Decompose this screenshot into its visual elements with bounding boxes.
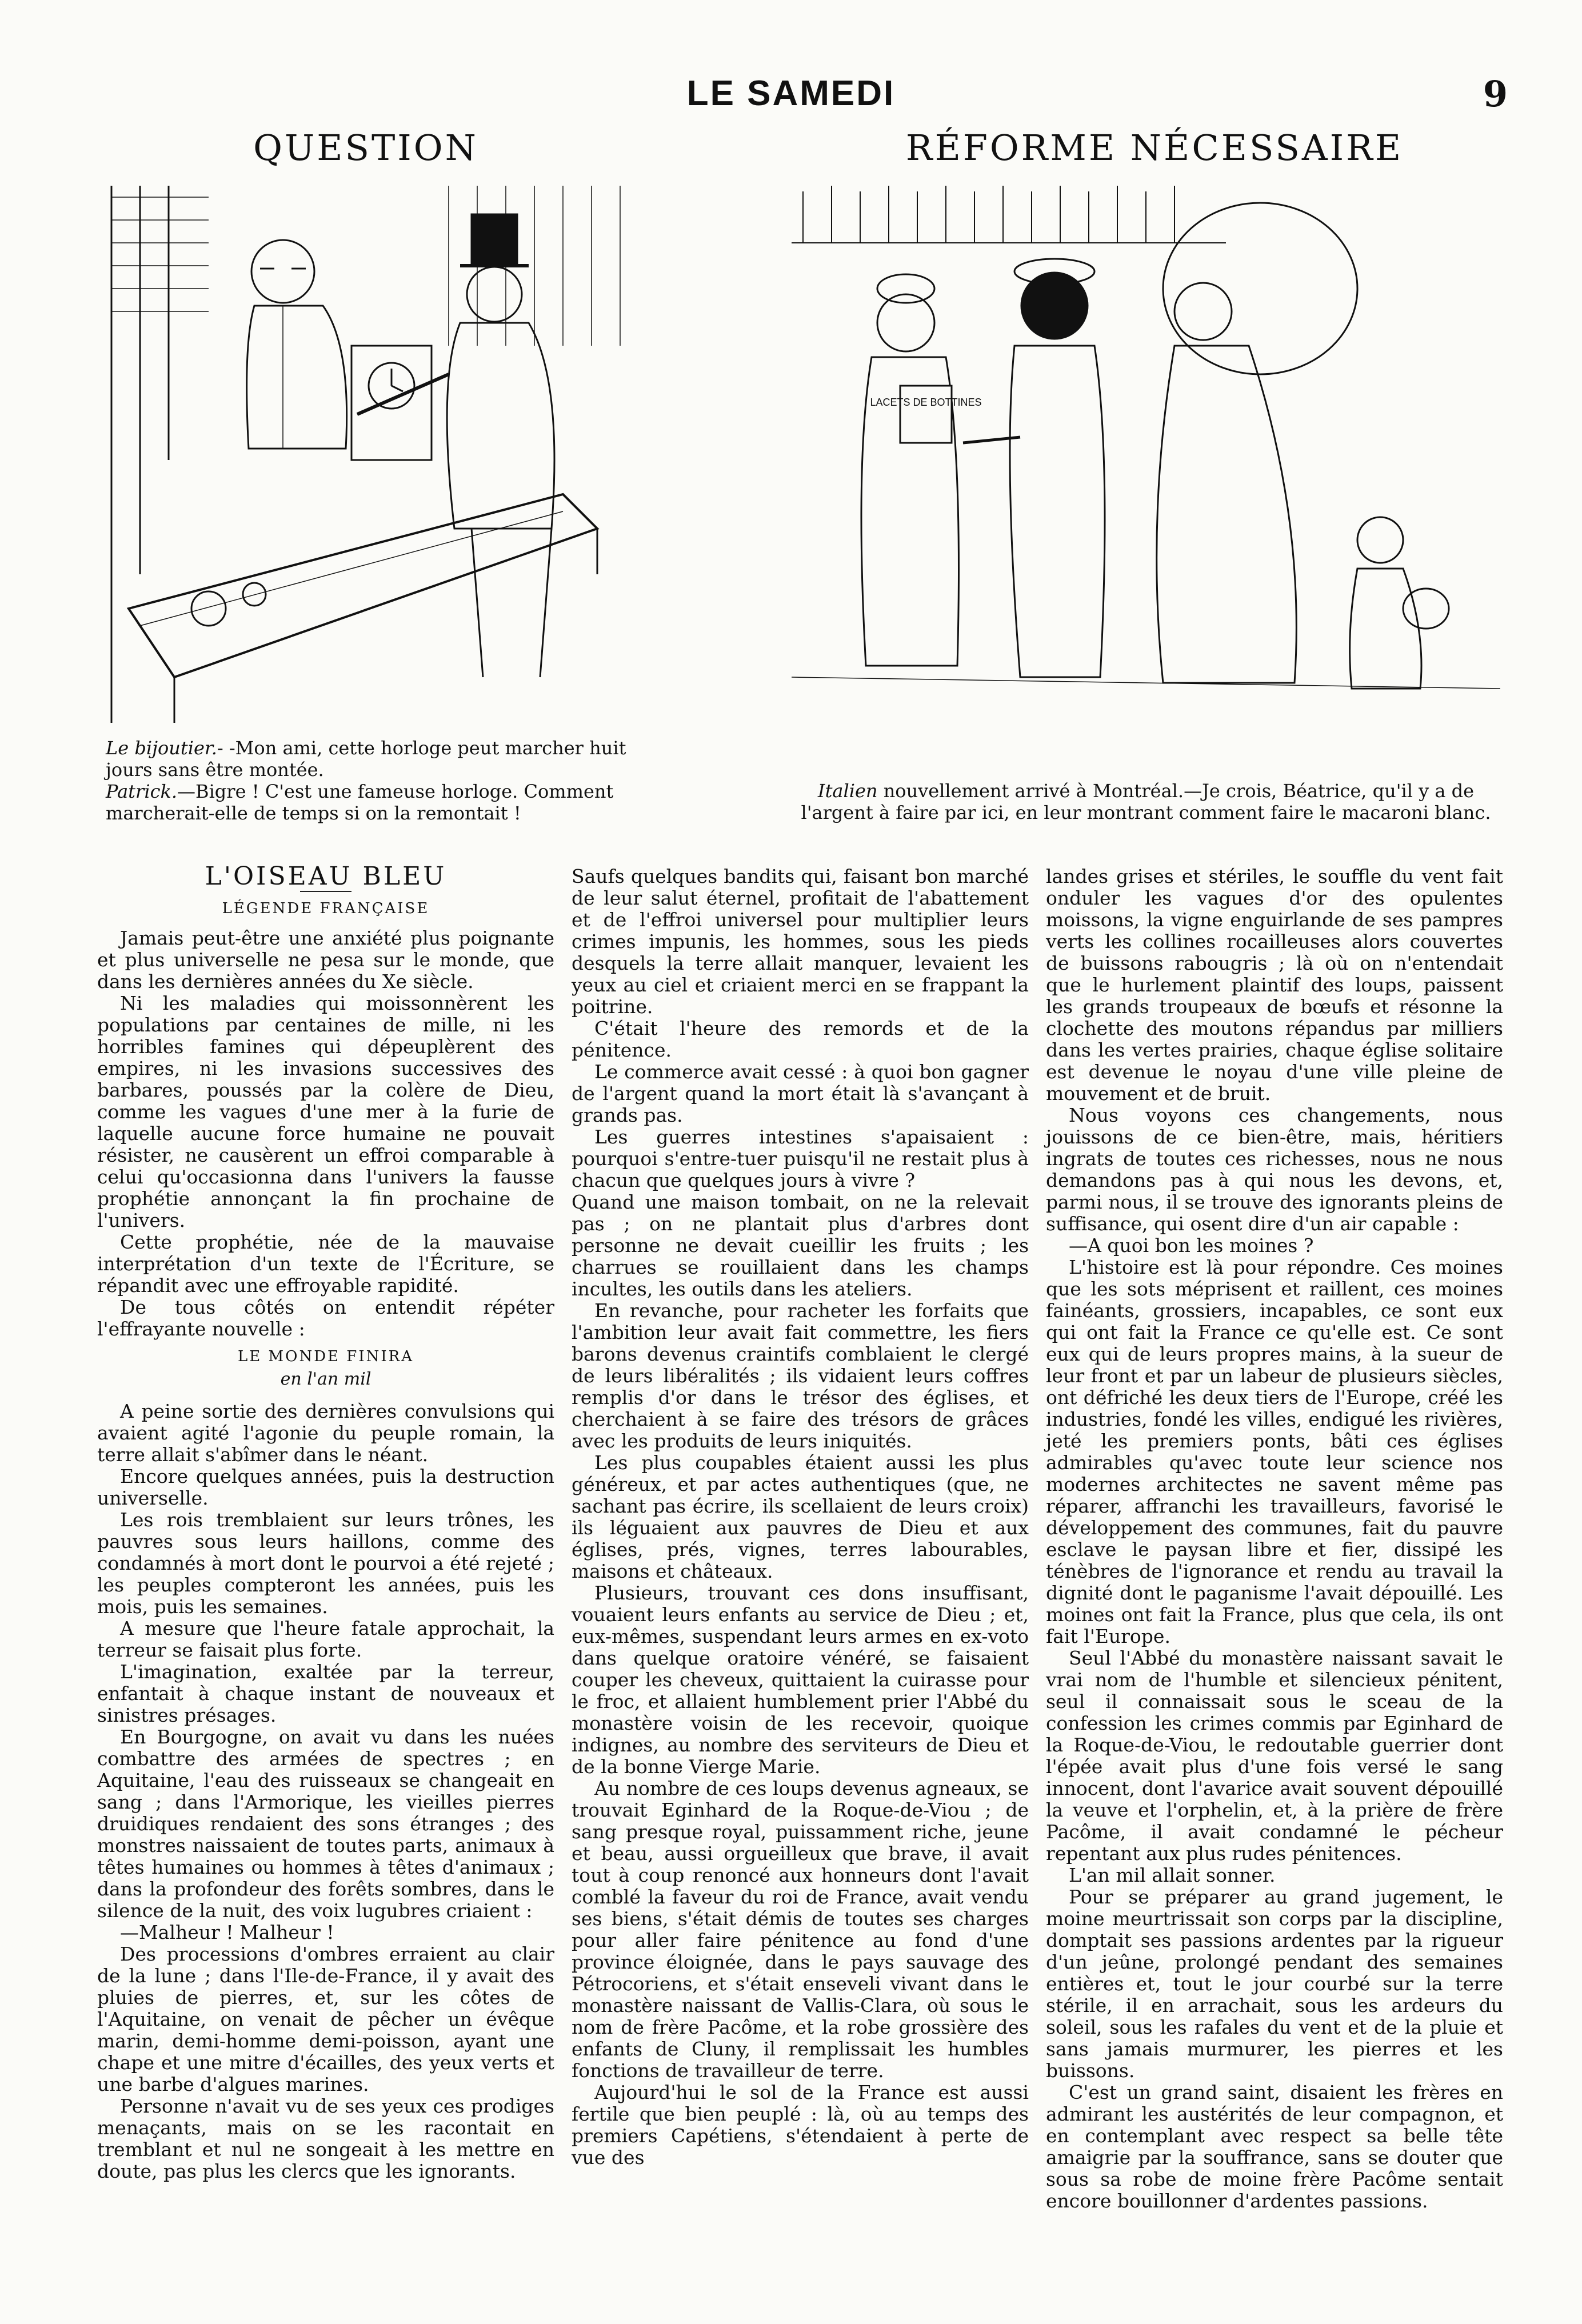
caption-speaker: Italien — [817, 780, 878, 802]
paragraph: L'an mil allait sonner. — [1069, 1864, 1276, 1886]
prophecy-line: LE MONDE FINIRA — [238, 1348, 414, 1365]
title-rule — [300, 891, 351, 892]
caption-speaker: Le bijoutier. — [106, 737, 217, 759]
prophecy-line-italic: en l'an mil — [280, 1369, 371, 1389]
paragraph: De tous côtés on entendit répéter l'effrayante nouvelle : — [97, 1296, 554, 1340]
paragraph: Encore quelques années, puis la destruction universelle. — [97, 1465, 554, 1509]
paragraph: —A quoi bon les moines ? — [1069, 1234, 1314, 1257]
paragraph: Le commerce avait cessé : à quoi bon gagner de l'argent quand la mort était là s'avançant à grands pas. — [572, 1061, 1029, 1126]
paragraph: Aujourd'hui le sol de la France est aussi fertile que bien peuplé : là, où au temps des premiers Capétiens, s'étendaient à perte de vue des — [572, 2081, 1029, 2169]
paragraph: Plusieurs, trouvant ces dons insuffisant, vouaient leurs enfants au service de Dieu ; et, eux-mêmes, suspendant leurs armes en ex-voto dans quelque oratoire vénéré, se faisaient couper les cheveux, quittaient la cuirasse pour le froc, et allaient humblement prier l'Abbé du monastère voisin de les recevoir, quoique indignes, au nombre des serviteurs de Dieu et de la bonne Vierge Marie. — [572, 1582, 1029, 1778]
paragraph: Quand une maison tombait, on ne la relevait pas ; on ne plantait plus d'arbres dont personne ne devait cueillir les fruits ; les charrues se rouillaient dans les champs incultes, les outils dans les ateliers. — [572, 1191, 1029, 1300]
article-title: L'OISEAU BLEU — [205, 862, 447, 891]
paragraph: A mesure que l'heure fatale approchait, la terreur se faisait plus forte. — [97, 1617, 554, 1661]
caption-text: nouvellement arrivé à Montréal.—Je crois, Béatrice, qu'il y a de l'argent à faire par ici, en leur montrant comment faire le macaroni blanc. — [801, 780, 1491, 823]
paragraph: L'histoire est là pour répondre. Ces moines que les sots méprisent et raillent, ces moines fainéants, grossiers, incapables, ce sont eux qui ont fait la France ce qu'elle est. Ce sont eux qui de leurs propres mains, à la sueur de leur front et par un labeur de plusieurs siècles, ont défriché les deux tiers de l'Europe, créé les industries, fondé les villes, endigué les rivières, jeté les premiers ponts, bâti ces églises admirables qu'avec toute leur science nos modernes architectes ne savent même pas réparer, affranchi les travailleurs, favorisé le développement des communes, fait du pauvre esclave le paysan libre et fier, dissipé les ténèbres de l'ignorance et rendu au travail la dignité dont le paganisme l'avait dépouillé. Les moines ont fait la France, plus que cela, ils ont fait l'Europe. — [1046, 1256, 1503, 1647]
paragraph: Jamais peut-être une anxiété plus poignante et plus universelle ne pesa sur le monde, que dans les dernières années du Xe siècle. — [97, 927, 554, 993]
cartoon-title-right: RÉFORME NÉCESSAIRE — [905, 127, 1404, 169]
paragraph: Personne n'avait vu de ses yeux ces prodiges menaçants, mais on se les racontait en tremblant et nul ne songeait à les mettre en doute, pas plus les clercs que les ignorants. — [97, 2095, 554, 2182]
paragraph: Ni les maladies qui moissonnèrent les populations par centaines de mille, ni les horribles famines qui dépeuplèrent des empires, ni les invasions successives des barbares, poussés par la colère de Dieu, comme les vagues d'une mer à la furie de laquelle aucune force humaine ne pouvait résister, ne causèrent un effroi comparable à celui qu'occasionna dans l'univers la fausse prophétie annonçant la fin prochaine de l'univers. — [97, 992, 554, 1231]
paragraph: Des processions d'ombres erraient au clair de la lune ; dans l'Ile-de-France, il y avait des pluies de pierres, et, sur les côtes de l'Aquitaine, on venait de pêcher un évêque marin, demi-homme demi-poisson, ayant une chape et une mitre d'écailles, des yeux verts et une barbe d'algues marines. — [97, 1943, 554, 2095]
cartoon-illustration-italian — [792, 174, 1500, 751]
paragraph: —Malheur ! Malheur ! — [120, 1921, 334, 1943]
article-subtitle: LÉGENDE FRANÇAISE — [222, 900, 430, 917]
caption-line — [106, 737, 654, 781]
paragraph: L'imagination, exaltée par la terreur, enfantait à chaque instant de nouveaux et sinistres présages. — [97, 1661, 554, 1726]
cartoon-title-left: QUESTION — [253, 127, 478, 169]
article-column-2 — [572, 866, 1029, 2169]
paragraph: Au nombre de ces loups devenus agneaux, se trouvait Eginhard de la Roque-de-Viou ; de sang presque royal, puissamment riche, jeune et beau, aussi orgueilleux que brave, il avait tout à coup renoncé aux honneurs dont l'avait comblé la faveur du roi de France, avait vendu ses biens, s'était démis de toutes ses charges pour aller faire pénitence au fond d'une province éloignée, dans le pays sauvage des Pétrocoriens, et s'était enseveli vivant dans le monastère naissant de Vallis-Clara, où sous le nom de frère Pacôme, et la robe grossière des enfants de Cluny, il remplissait les humbles fonctions de travailleur de terre. — [572, 1777, 1029, 2082]
paragraph: Les guerres intestines s'apaisaient : pourquoi s'entre-tuer puisqu'il ne restait plus à chacun que quelques jours à vivre ? — [572, 1126, 1029, 1191]
page-number: 9 — [1483, 73, 1508, 115]
article-column-3 — [1046, 866, 1503, 2212]
masthead — [0, 73, 1582, 119]
paragraph: Cette prophétie, née de la mauvaise interprétation d'un texte de l'Écriture, se répandit avec une effroyable rapidité. — [97, 1231, 554, 1297]
sign-text: LACETS DE BOTTINES — [870, 397, 982, 408]
cartoon-caption-left — [106, 737, 654, 824]
paragraph: En revanche, pour racheter les forfaits que l'ambition leur avait fait commettre, les fiers barons devenus craintifs comblaient le clergé de leurs libéralités ; ils vidaient leurs coffres remplis d'or dans le trésor des églises, et cherchaient à se faire des trésors de grâces avec les produits de leurs iniquités. — [572, 1299, 1029, 1452]
paragraph: C'est un grand saint, disaient les frères en admirant les austérités de leur compagnon, et en contemplant avec respect sa belle tête amaigrie par la souffrance, sans se douter que sous sa robe de moine frère Pacôme sentait encore bouillonner d'ardentes passions. — [1046, 2081, 1503, 2212]
caption-text: —Bigre ! C'est une fameuse horloge. Comment marcherait-elle de temps si on la remontait ! — [106, 781, 614, 824]
paragraph: Pour se préparer au grand jugement, le moine meurtrissait son corps par la discipline, domptait ses passions ardentes par la rigueur d'un jeûne, prolongé pendant des semaines entières et, tout le jour courbé sur la terre stérile, il en arrachait, sous les ardeurs du soleil, sous les rafales du vent et de la pluie et sans jamais murmurer, les pierres et les buissons. — [1046, 1886, 1503, 2082]
paragraph: En Bourgogne, on avait vu dans les nuées combattre des armées de spectres ; en Aquitaine, l'eau des ruisseaux se changeait en sang ; dans l'Armorique, les vieilles pierres druidiques rendaient des sons étranges ; des monstres naissaient de toutes parts, animaux à têtes humaines ou hommes à têtes d'animaux ; dans la profondeur des forêts sombres, dans le silence de la nuit, des voix lugubres criaient : — [97, 1726, 554, 1922]
paragraph: Les plus coupables étaient aussi les plus généreux, et par actes authentiques (que, ne sachant pas écrire, ils scellaient de leurs croix) ils léguaient aux pauvres de Dieu et aux églises, prés, vignes, terres labourables, maisons et châteaux. — [572, 1451, 1029, 1582]
newspaper-title: LE SAMEDI — [686, 74, 896, 113]
paragraph: C'était l'heure des remords et de la pénitence. — [572, 1017, 1029, 1061]
cartoon-illustration-jeweller — [106, 174, 654, 734]
paragraph: A peine sortie des dernières convulsions qui avaient agité l'agonie du peuple romain, la terre allait s'abîmer dans le néant. — [97, 1400, 554, 1466]
paragraph: Les rois tremblaient sur leurs trônes, les pauvres sous leurs haillons, comme des condamnés à mort dont le pourvoi a été rejeté ; les peuples compteront les années, puis les mois, puis les semaines. — [97, 1509, 554, 1618]
paragraph: Saufs quelques bandits qui, faisant bon marché de leur salut éternel, profitait de l'abattement et de l'effroi universel pour multiplier leurs crimes impunis, les hommes, sous les pieds desquels la terre allait manquer, levaient les yeux au ciel et criaient merci en se frappant la poitrine. — [572, 865, 1029, 1018]
caption-speaker: Patrick. — [106, 781, 178, 802]
article-column-1 — [97, 862, 554, 2182]
caption-line — [106, 781, 654, 824]
cartoon-caption-right — [783, 780, 1509, 823]
paragraph: Seul l'Abbé du monastère naissant savait le vrai nom de l'humble et silencieux pénitent, seul il connaissait sous le sceau de la confession les crimes commis par Eginhard de la Roque-de-Viou, le redoutable guerrier dont l'épée avait plus d'une fois versé le sang innocent, dont l'avarice avait souvent dépouillé la veuve et l'orphelin, et, à la prière de frère Pacôme, il avait condamné le pécheur repentant aux plus rudes pénitences. — [1046, 1647, 1503, 1865]
paragraph: landes grises et stériles, le souffle du vent fait onduler les vagues d'or des opulentes moissons, la vigne enguirlande de ses pampres verts les collines rocailleuses alors couvertes de buissons rabougris ; là où on n'entendait que le hurlement plaintif des loups, paissent les grands troupeaux de bœufs et résonne la clochette des moutons répandus par milliers dans les vertes prairies, chaque église solitaire est devenue le noyau d'une ville pleine de mouvement et de bruit. — [1046, 865, 1503, 1105]
paragraph: Nous voyons ces changements, nous jouissons de ce bien-être, mais, héritiers ingrats de toutes ces richesses, nous ne nous demandons pas à qui nous les devons, et, parmi nous, il se trouve des ignorants pleins de suffisance, qui osent dire d'un air capable : — [1046, 1104, 1503, 1235]
caption-text: - -Mon ami, cette horloge peut marcher huit jours sans être montée. — [106, 737, 626, 781]
